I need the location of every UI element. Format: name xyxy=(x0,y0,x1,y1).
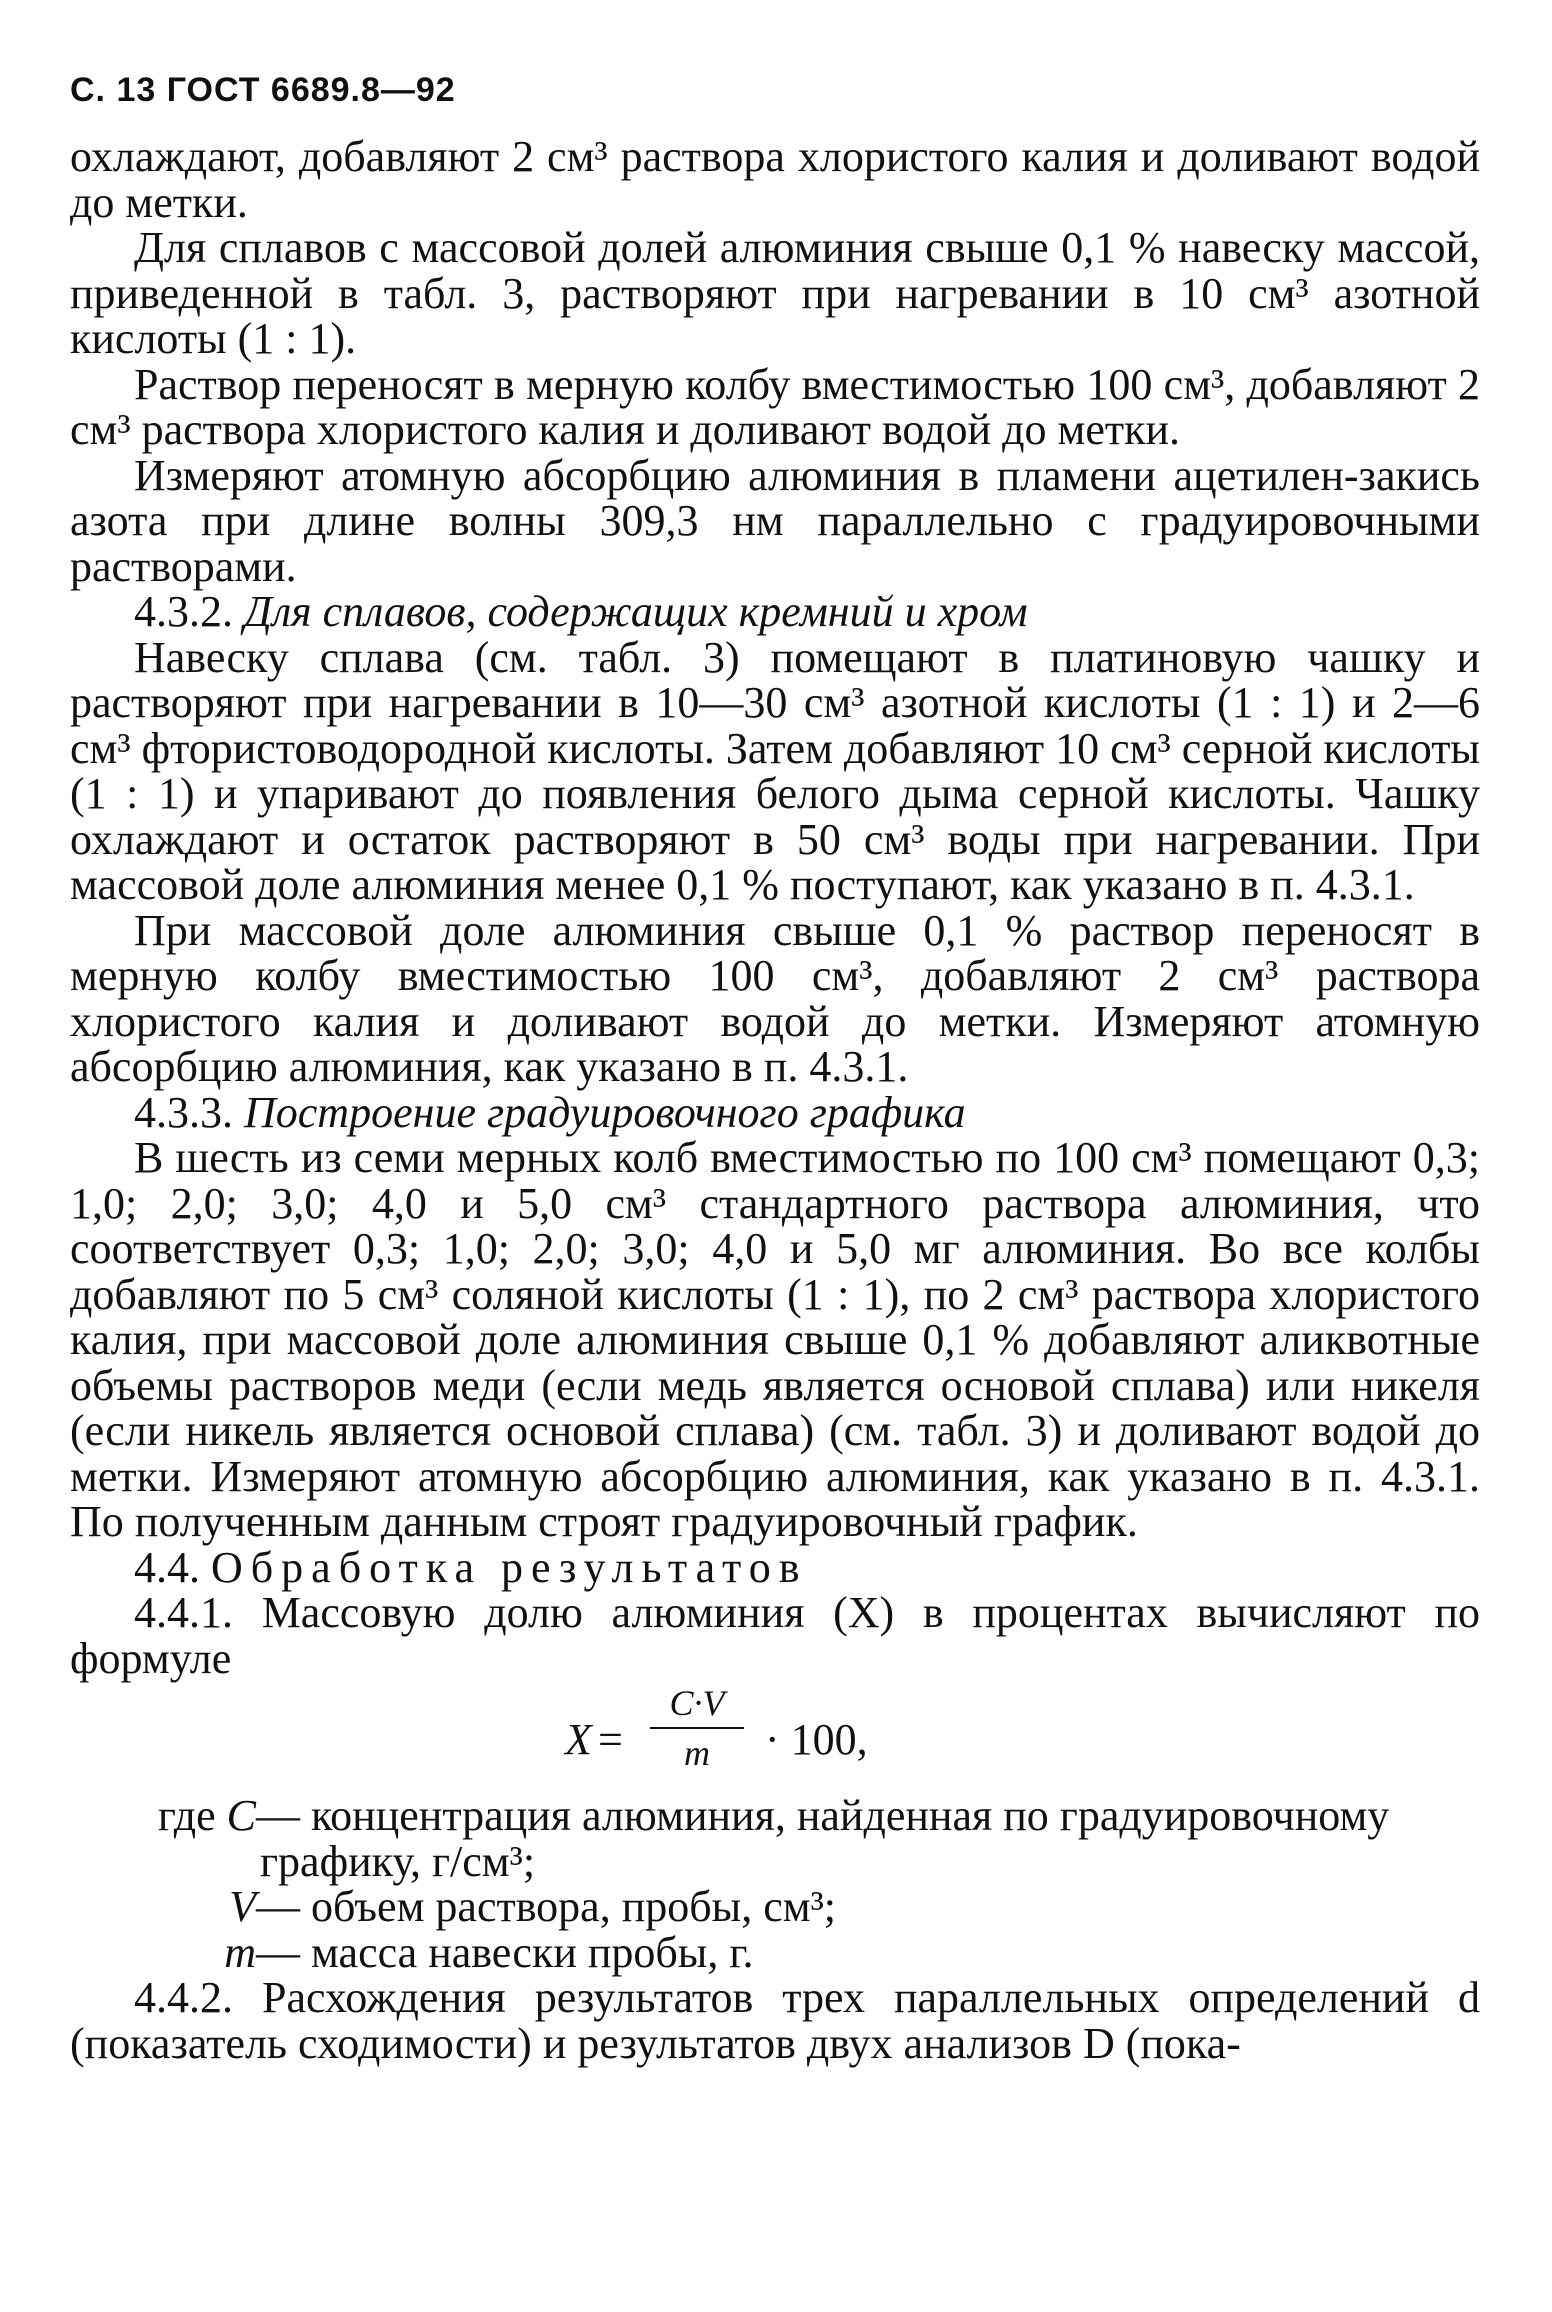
definition-term xyxy=(70,1884,256,1930)
definition-text: — масса навески пробы, г. xyxy=(256,1927,754,1977)
paragraph: Для сплавов с массовой долей алюминия свыше 0,1 % навеску массой, приведенной в табл. 3, растворяют при нагревании в 10 см³ азотной кислоты (1 : 1). xyxy=(70,223,1480,363)
definition-symbol: V xyxy=(229,1882,256,1931)
formula-denominator: m xyxy=(684,1733,710,1773)
paragraph: Измеряют атомную абсорбцию алюминия в пламени ацетилен-закись азота при длине волны 309,3 нм параллельно с градуировочными растворами. xyxy=(70,450,1480,591)
formula-numerator: C·V xyxy=(669,1683,725,1723)
definition-row xyxy=(70,1884,1480,1930)
section-title: Построение градуировочного графика xyxy=(244,1087,966,1137)
definition-symbol: C xyxy=(226,1791,256,1840)
section-heading-4-4 xyxy=(70,1542,1480,1592)
section-number: 4.4. xyxy=(134,1542,200,1592)
definition-term xyxy=(70,1927,256,1977)
paragraph: В шесть из семи мерных колб вместимостью по 100 см³ помещают 0,3; 1,0; 2,0; 3,0; 4,0 и 5,0 см³ стандартного раствора алюминия, что соответствует 0,3; 1,0; 2,0; 3,0; 4,0 и 5,0 мг алюминия. Во все колбы добавляют по 5 см³ соляной кислоты (1 : 1), по 2 см³ раствора хлористого калия, при массовой доле алюминия свыше 0,1 % добавляют аликвотные объемы растворов меди (если медь является основой сплава) или никеля (если никель является основой сплава) (см. табл. 3) и доливают водой до метки. Измеряют атомную абсорбцию алюминия, как указано в п. 4.3.1. По полученным данным строят градуировочный график. xyxy=(70,1133,1480,1546)
definition-row xyxy=(70,1793,1480,1839)
page-header: С. 13 ГОСТ 6689.8—92 xyxy=(70,71,456,109)
formula-lhs: X xyxy=(565,1715,592,1764)
section-number: 4.3.3. xyxy=(134,1087,233,1137)
definition-prefix: где xyxy=(157,1791,227,1840)
paragraph: При массовой доле алюминия свыше 0,1 % раствор переносят в мерную колбу вместимостью 100 см³, добавляют 2 см³ раствора хлористого калия и доливают водой до метки. Измеряют атомную абсорбцию алюминия, как указано в п. 4.3.1. xyxy=(70,905,1480,1091)
document-page xyxy=(70,70,1480,2066)
definition-term xyxy=(70,1793,256,1839)
definition-row xyxy=(70,1927,1480,1977)
formula xyxy=(70,1681,1480,1793)
fraction-bar xyxy=(650,1727,744,1729)
paragraph: Раствор переносят в мерную колбу вместимостью 100 см³, добавляют 2 см³ раствора хлористого калия и доливают водой до метки. xyxy=(70,359,1480,454)
section-title: Для сплавов, содержащих кремний и хром xyxy=(244,587,1028,636)
paragraph: 4.4.1. Массовую долю алюминия (X) в процентах вычисляют по формуле xyxy=(70,1588,1480,1683)
paragraph: охлаждают, добавляют 2 см³ раствора хлористого калия и доливают водой до метки. xyxy=(70,132,1480,227)
definition-continuation: графику, г/см³; xyxy=(260,1836,536,1886)
formula-equals: = xyxy=(598,1715,623,1764)
paragraph: 4.4.2. Расхождения результатов трех параллельных определений d (показатель сходимости) и результатов двух анализов D (пока- xyxy=(70,1973,1480,2068)
section-title: Обработка результатов xyxy=(211,1542,808,1592)
definition-text: — объем раствора, пробы, см³; xyxy=(256,1882,836,1931)
section-heading-4-3-3 xyxy=(70,1087,1480,1137)
definition-text: — концентрация алюминия, найденная по градуировочному xyxy=(256,1791,1390,1840)
section-number: 4.3.2. xyxy=(134,587,233,636)
definition-symbol: m xyxy=(224,1927,256,1977)
formula-fraction xyxy=(642,1681,752,1775)
paragraph: Навеску сплава (см. табл. 3) помещают в платиновую чашку и растворяют при нагревании в 10—30 см³ азотной кислоты (1 : 1) и 2—6 см³ фтористоводородной кислоты. Затем добавляют 10 см³ серной кислоты (1 : 1) и упаривают до появления белого дыма серной кислоты. Чашку охлаждают и остаток растворяют в 50 см³ воды при нагревании. При массовой доле алюминия менее 0,1 % поступают, как указано в п. 4.3.1. xyxy=(70,632,1480,909)
section-heading-4-3-2 xyxy=(70,589,1480,635)
formula-multiplier: · 100, xyxy=(765,1715,868,1764)
